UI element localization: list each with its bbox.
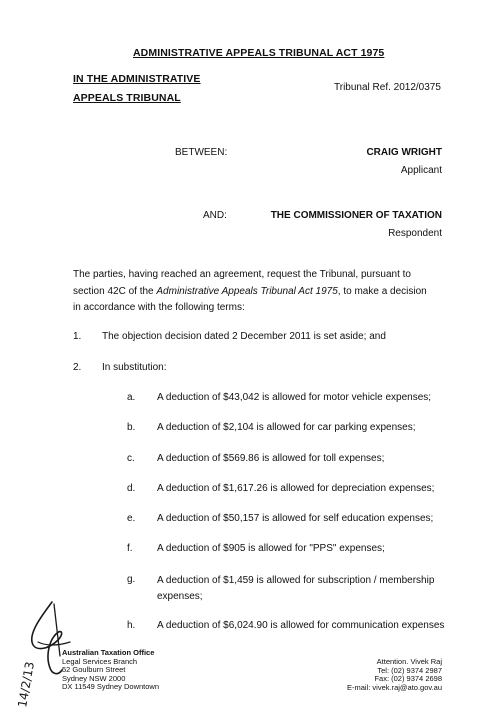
subitem-f-letter: f. <box>127 543 133 554</box>
subitem-e-letter: e. <box>127 513 136 524</box>
footer-city: Sydney NSW 2000 <box>62 673 126 683</box>
tribunal-reference: Tribunal Ref. 2012/0375 <box>334 82 441 93</box>
subitem-h-text: A deduction of $6,024.90 is allowed for communication expenses <box>157 620 445 631</box>
court-name-line2: APPEALS TRIBUNAL <box>73 92 181 104</box>
footer-email: E-mail: vivek.raj@ato.gov.au <box>346 682 442 692</box>
footer-street: 52 Goulburn Street <box>62 665 126 675</box>
intro-text-2: , to make a decision in accordance with the following terms: <box>73 285 427 313</box>
footer-dx: DX 11549 Sydney Downtown <box>62 682 160 692</box>
subitem-g-text: A deduction of $1,459 is allowed for subscription / membership expenses; <box>157 575 435 602</box>
footer-fax: Fax: (02) 9374 2698 <box>374 674 442 684</box>
subitem-d-text: A deduction of $1,617.26 is allowed for depreciation expenses; <box>157 483 435 494</box>
handwritten-signature-and-date <box>15 598 88 713</box>
subitem-b-text: A deduction of $2,104 is allowed for car parking expenses; <box>157 422 416 433</box>
footer-tel: Tel: (02) 9374 2987 <box>377 665 442 675</box>
footer-contact-block <box>347 658 442 692</box>
subitem-a-text: A deduction of $43,042 is allowed for motor vehicle expenses; <box>157 392 432 403</box>
footer-attention: Attention. Vivek Raj <box>376 657 442 666</box>
intro-paragraph <box>73 267 433 317</box>
respondent-name: THE COMMISSIONER OF TAXATION <box>270 210 442 221</box>
between-label: BETWEEN: <box>175 147 228 158</box>
item-2-number: 2. <box>73 362 82 373</box>
subitem-b-letter: b. <box>127 422 136 433</box>
footer-org: Australian Taxation Office <box>62 648 155 657</box>
intro-act-italic: Administrative Appeals Tribunal Act 1975 <box>156 285 338 297</box>
court-name-line1: IN THE ADMINISTRATIVE <box>73 73 201 85</box>
applicant-name: CRAIG WRIGHT <box>366 147 442 158</box>
act-title: ADMINISTRATIVE APPEALS TRIBUNAL ACT 1975 <box>133 47 385 59</box>
signature-date: 14/2/13 <box>15 660 37 709</box>
subitem-c-letter: c. <box>127 453 135 464</box>
and-label: AND: <box>203 210 227 221</box>
subitem-h-letter: h. <box>127 620 136 631</box>
applicant-role: Applicant <box>400 165 442 176</box>
subitem-g-letter: g. <box>127 574 136 585</box>
item-2-text: In substitution: <box>102 362 167 373</box>
item-1-number: 1. <box>73 331 82 342</box>
subitem-d-letter: d. <box>127 483 136 494</box>
subitem-a-letter: a. <box>127 392 136 403</box>
intro-text-1: The parties, having reached an agreement, request the Tribunal, pursuant to section 42C of the <box>73 269 411 297</box>
subitem-c-text: A deduction of $569.86 is allowed for toll expenses; <box>157 453 385 464</box>
subitem-f-text: A deduction of $905 is allowed for "PPS" expenses; <box>157 543 385 554</box>
item-1-text: The objection decision dated 2 December 2011 is set aside; and <box>102 331 386 342</box>
footer-branch: Legal Services Branch <box>62 656 138 666</box>
respondent-role: Respondent <box>388 228 442 239</box>
subitem-e-text: A deduction of $50,157 is allowed for self education expenses; <box>157 513 434 524</box>
